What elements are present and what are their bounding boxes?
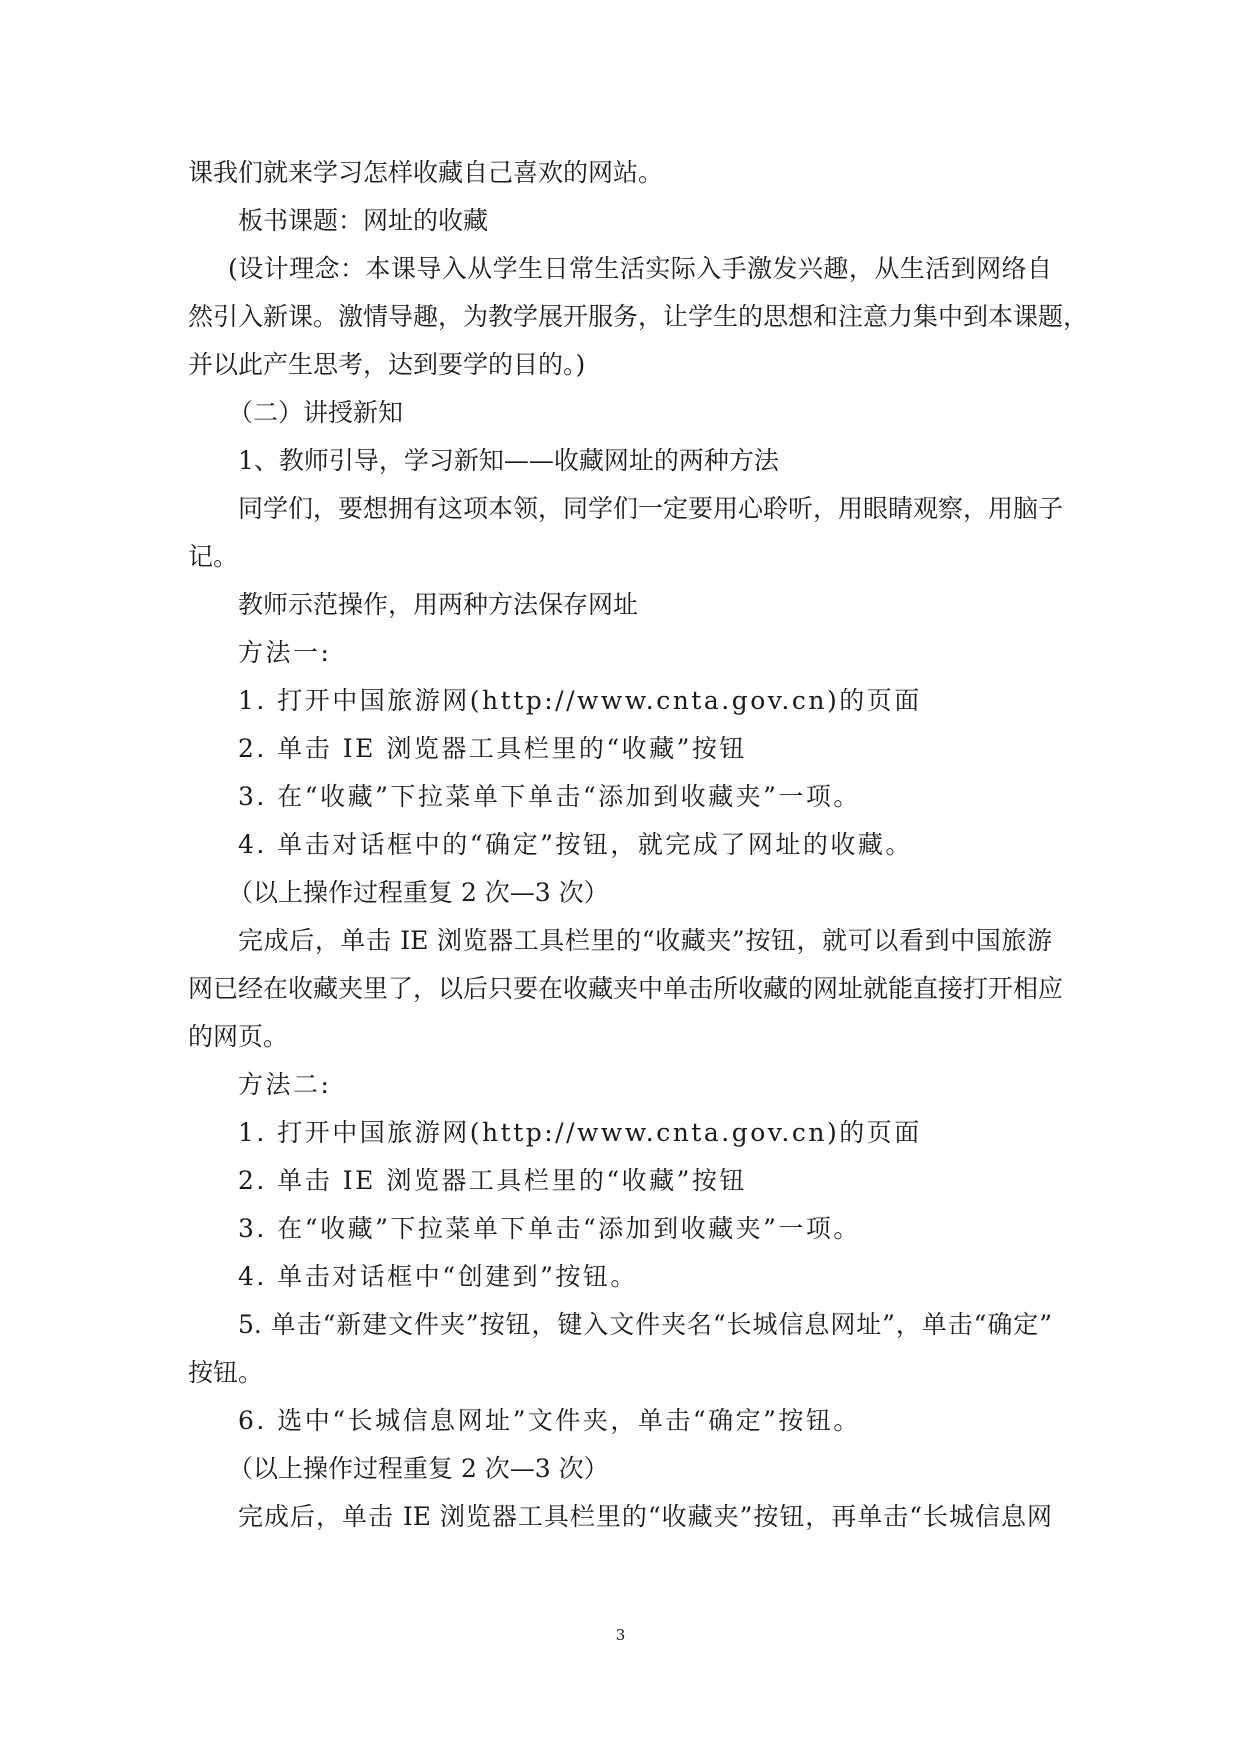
paragraph-line: 完成后，单击 IE 浏览器工具栏里的“收藏夹”按钮，就可以看到中国旅游 [238, 926, 1052, 955]
section-heading: （二）讲授新知 [228, 398, 404, 427]
design-concept-line: (设计理念：本课导入从学生日常生活实际入手激发兴趣，从生活到网络自 [228, 254, 1052, 283]
method-two-step: 1. 打开中国旅游网(http://www.cnta.gov.cn)的页面 [238, 1118, 922, 1147]
method-two-heading: 方法二: [238, 1070, 332, 1099]
method-one-heading: 方法一: [238, 638, 332, 667]
method-one-step: 2. 单击 IE 浏览器工具栏里的“收藏”按钮 [238, 734, 747, 763]
method-two-step: 2. 单击 IE 浏览器工具栏里的“收藏”按钮 [238, 1166, 747, 1195]
paragraph-line: 然引入新课。激情导趣，为教学展开服务，让学生的思想和注意力集中到本课题， [188, 302, 1089, 331]
paragraph-line: 完成后，单击 IE 浏览器工具栏里的“收藏夹”按钮，再单击“长城信息网 [238, 1502, 1052, 1531]
paragraph-line: 课我们就来学习怎样收藏自己喜欢的网站。 [188, 158, 664, 187]
method-two-step: 3. 在“收藏”下拉菜单下单击“添加到收藏夹”一项。 [238, 1214, 861, 1243]
paragraph-line: 的网页。 [188, 1022, 289, 1051]
lesson-title-line: 板书课题：网址的收藏 [238, 206, 489, 235]
method-one-step: 1. 打开中国旅游网(http://www.cnta.gov.cn)的页面 [238, 686, 922, 715]
page-number: 3 [615, 1626, 626, 1644]
method-two-step: 4. 单击对话框中“创建到”按钮。 [238, 1262, 638, 1291]
paragraph-line: 并以此产生思考，达到要学的目的。) [188, 350, 586, 379]
repeat-note: （以上操作过程重复 2 次—3 次） [228, 1454, 609, 1483]
paragraph-line: 记。 [188, 542, 239, 571]
method-two-step: 5. 单击“新建文件夹”按钮，键入文件夹名“长城信息网址”，单击“确定” [238, 1310, 1052, 1339]
method-one-step: 4. 单击对话框中的“确定”按钮，就完成了网址的收藏。 [238, 830, 913, 859]
paragraph-line: 同学们，要想拥有这项本领，同学们一定要用心聆听，用眼睛观察，用脑子 [238, 494, 1064, 523]
paragraph-line: 教师示范操作，用两种方法保存网址 [238, 590, 639, 619]
repeat-note: （以上操作过程重复 2 次—3 次） [228, 878, 609, 907]
subsection-heading: 1、教师引导，学习新知——收藏网址的两种方法 [238, 446, 779, 475]
paragraph-line: 网已经在收藏夹里了，以后只要在收藏夹中单击所收藏的网址就能直接打开相应 [188, 974, 1064, 1003]
paragraph-line: 按钮。 [188, 1358, 264, 1387]
method-two-step: 6. 选中“长城信息网址”文件夹，单击“确定”按钮。 [238, 1406, 861, 1435]
method-one-step: 3. 在“收藏”下拉菜单下单击“添加到收藏夹”一项。 [238, 782, 861, 811]
